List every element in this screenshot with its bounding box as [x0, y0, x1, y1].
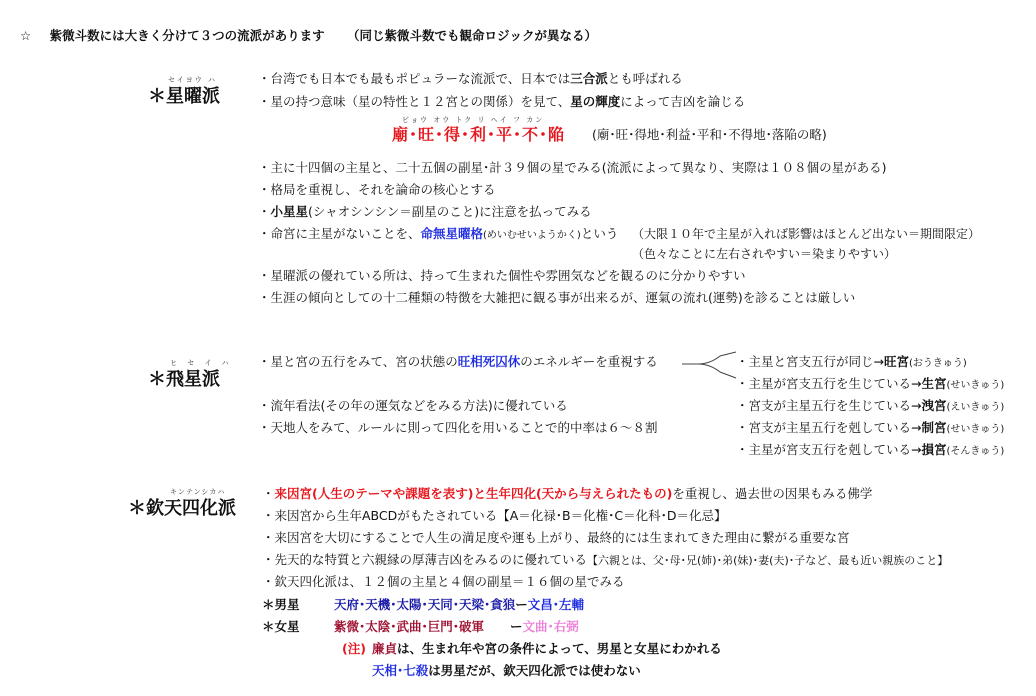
seiyo-note-1: （大限１０年で主星が入れば影響はほとんど出ない＝期間限定） — [632, 227, 981, 241]
page-title-note: （同じ紫微斗数でも観命ロジックが異なる） — [346, 28, 597, 43]
hisei-ruby: ヒ セ イ ハ — [170, 359, 233, 367]
note-line-2: 天相･七殺は男星だが、欽天四化派では使わない — [372, 663, 641, 678]
kinten-line-1: ・来因宮(人生のテーマや課題を表す)と生年四化(天から与えられたもの)を重視し、過去世の因果もみる佛学 — [262, 486, 873, 501]
seiyo-line-5: ・小星星(シャオシンシン＝副星のこと)に注意を払ってみる — [258, 204, 592, 219]
kinten-ruby: キンテンシカハ — [170, 488, 226, 496]
seiyo-ruby: セイヨウ ハ — [168, 76, 218, 84]
hisei-state-5: ・主星が宮支五行を剋している→損宮(そんきゅう) — [736, 442, 1005, 457]
male-sub-stars: 文昌･左輔 — [527, 597, 585, 612]
brightness-keyword: 星の輝度 — [570, 94, 621, 109]
kinten-heading: ＊欽天四化派 — [128, 498, 236, 519]
shao-xing-xing: 小星星 — [270, 204, 309, 219]
hisei-line-1: ・星と宮の五行をみて、宮の状態の旺相死囚休のエネルギーを重視する — [258, 354, 658, 369]
brightness-ruby: ビョウ オウ トク リ ヘイ フ カン — [402, 116, 545, 124]
kinten-line-2: ・来因宮から生年ABCDがもたされている【A＝化禄･B＝化権･C＝化科･D＝化忌】 — [262, 508, 727, 523]
seiyo-line-2: ・星の持つ意味（星の特性と１２宮との関係）を見て、星の輝度によって吉凶を論じる — [258, 94, 746, 109]
hisei-line-2: ・流年看法(その年の運気などをみる方法)に優れている — [258, 398, 568, 413]
female-sub-stars: 文曲･右弼 — [522, 619, 579, 634]
kinten-line-4: ・先天的な特質と六親縁の厚薄吉凶をみるのに優れている【六親とは、父･母･兄(姉)･弟(妹)･妻(夫)･子など、最も近い親族のこと】 — [262, 552, 949, 567]
seiyo-note-2: （色々なことに左右されやすい＝染まりやすい） — [632, 247, 897, 261]
kinten-line-5: ・欽天四化派は、１２個の主星と４個の副星＝１６個の星でみる — [262, 574, 625, 589]
seiyo-line-3: ・主に十四個の主星と、二十五個の副星･計３９個の星でみる(流派によって異なり、実際は１０８個の星がある) — [258, 160, 887, 175]
male-star-label: ＊男星 — [262, 597, 300, 612]
hisei-state-1: ・主星と宮支五行が同じ→旺宮(おうきゅう) — [736, 354, 967, 369]
page-title: 紫微斗数には大きく分けて３つの流派があります — [49, 28, 325, 43]
top-title-line — [20, 28, 597, 44]
seiyo-line-6: ・命宮に主星がないことを、命無星曜格(めいむせいようかく)という — [258, 226, 619, 241]
note-line-1: 廉貞は、生まれ年や宮の条件によって、男星と女星にわかれる — [372, 641, 722, 656]
hisei-line-3: ・天地人をみて、ルールに則って四化を用いることで的中率は６～８割 — [258, 420, 658, 435]
seiyo-heading: ＊星曜派 — [148, 86, 220, 107]
hisei-heading: ＊飛星派 — [148, 369, 220, 390]
male-stars: 天府･天機･太陽･天同･天梁･貪狼 — [334, 597, 516, 612]
female-stars: 紫微･太陰･武曲･巨門･破軍 — [334, 619, 485, 634]
male-stars-row: 天府･天機･太陽･天同･天梁･貪狼ー文昌･左輔 — [334, 597, 585, 612]
hisei-state-3: ・宮支が主星五行を生じている→洩宮(えいきゅう) — [736, 398, 1005, 413]
brightness-note: (廟･旺･得地･利益･平和･不得地･落陥の略) — [592, 127, 827, 142]
seiyo-line-8: ・生涯の傾向としての十二種類の特徴を大雑把に観る事が出来るが、運氣の流れ(運勢)を診ることは厳しい — [258, 290, 856, 305]
seiyo-line-4: ・格局を重視し、それを論命の核心とする — [258, 182, 496, 197]
note-label: (注) — [342, 641, 366, 656]
mei-mu-seiyou-kaku: 命無星曜格 — [420, 226, 484, 241]
hisei-state-2: ・主星が宮支五行を生じている→生宮(せいきゅう) — [736, 376, 1005, 391]
brightness-levels: 廟･旺･得･利･平･不･陥 — [392, 125, 566, 144]
brace-icon — [680, 350, 740, 380]
female-stars-row: 紫微･太陰･武曲･巨門･破軍 ー文曲･右弼 — [334, 619, 579, 634]
seiyo-line-1: ・台湾でも日本でも最もポピュラーな流派で、日本では三合派とも呼ばれる — [258, 71, 683, 86]
laiin-and-sheng-nian-sihua: 来因宮(人生のテーマや課題を表す)と生年四化(天から与えられたもの) — [274, 486, 673, 501]
female-star-label: ＊女星 — [262, 619, 300, 634]
star-icon: ☆ — [20, 28, 32, 43]
wang-xiang-si-qiu-xiu: 旺相死囚休 — [457, 354, 521, 369]
seiyo-line-7: ・星曜派の優れている所は、持って生まれた個性や雰囲気などを観るのに分かりやすい — [258, 268, 746, 283]
kinten-line-3: ・来因宮を大切にすることで人生の満足度や運も上がり、最終的には生まれてきた理由に繋がる重要な宮 — [262, 530, 850, 545]
hisei-state-4: ・宮支が主星五行を剋している→制宮(せいきゅう) — [736, 420, 1005, 435]
sango-ha: 三合派 — [570, 71, 608, 86]
